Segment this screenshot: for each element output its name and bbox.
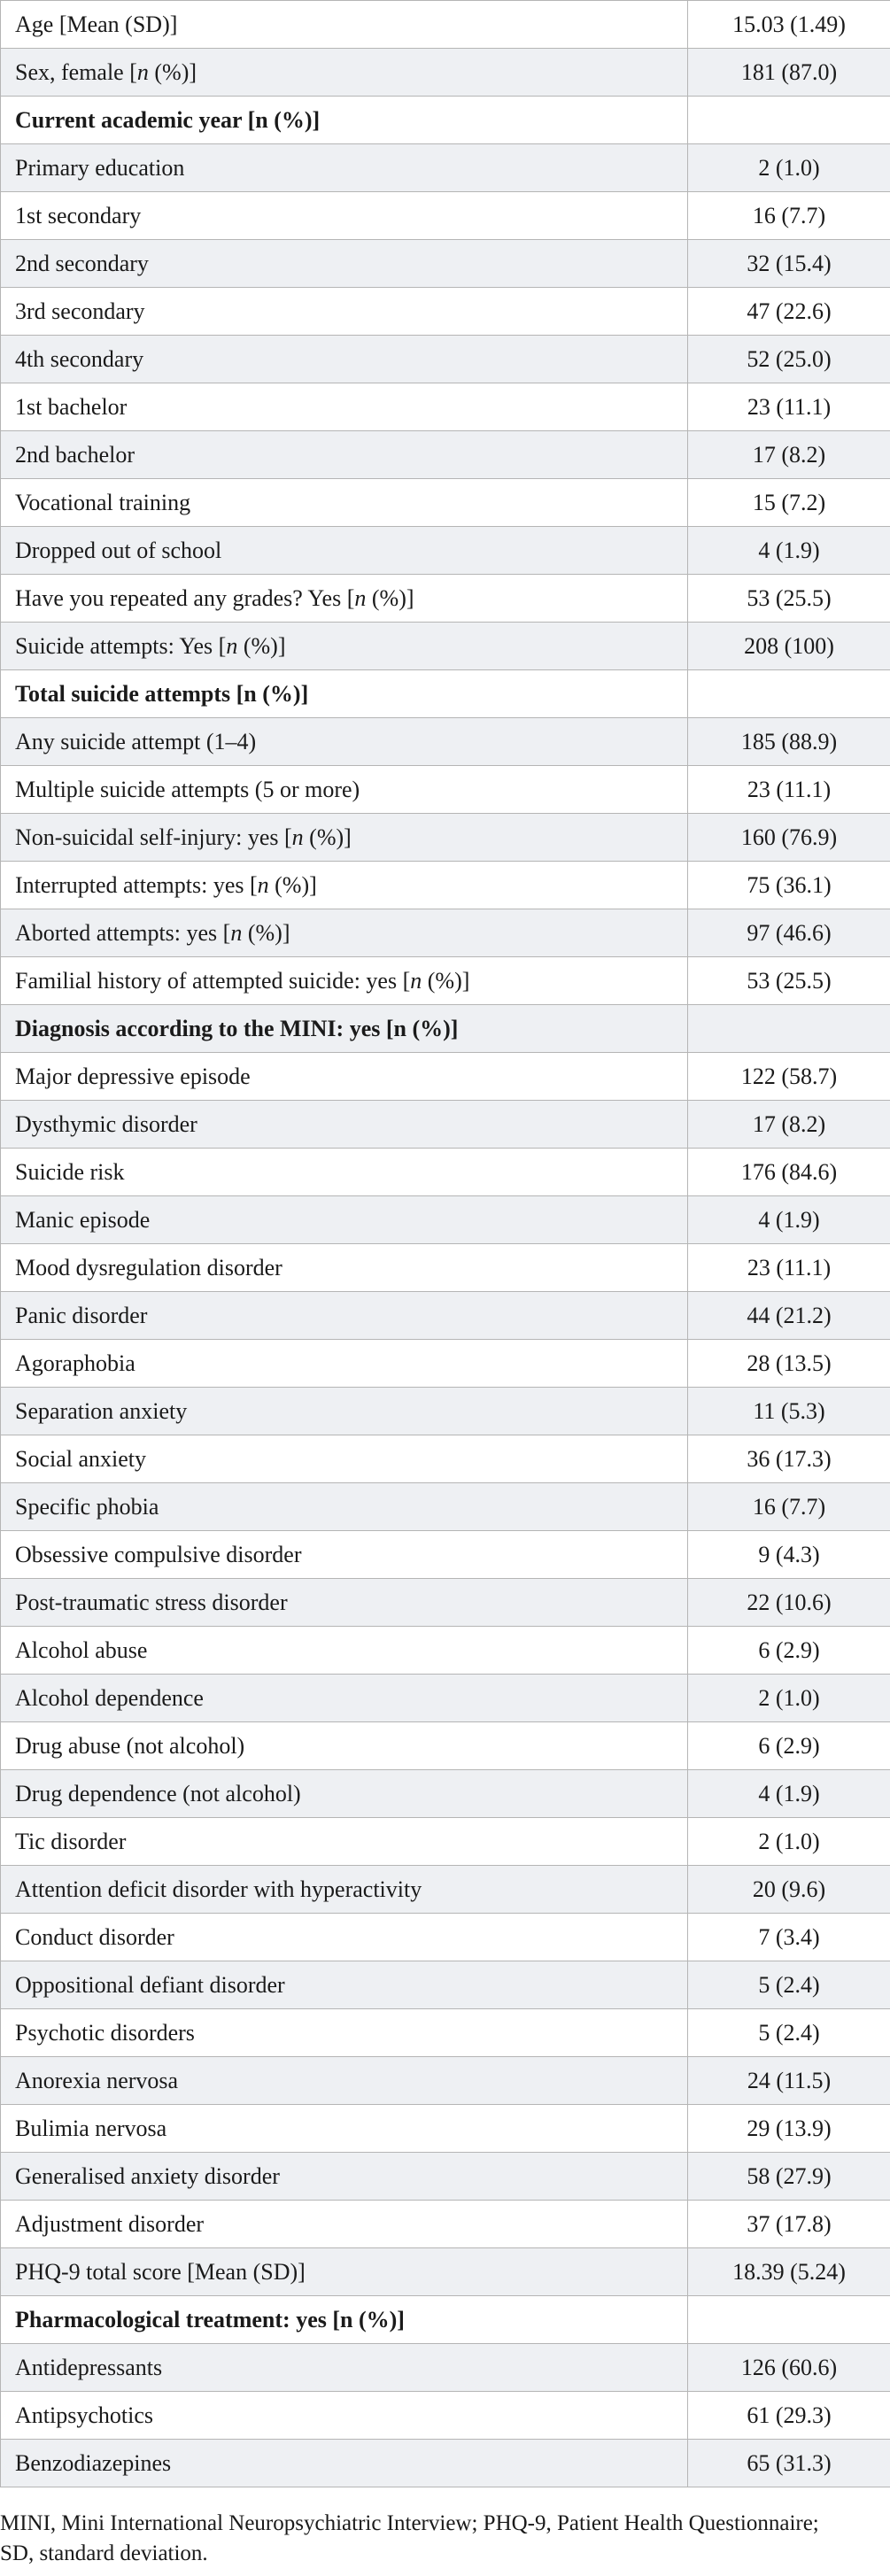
table-row <box>1 1149 890 1196</box>
row-label-cell: Post-traumatic stress disorder <box>1 1579 688 1627</box>
row-label-cell: Sex, female [n (%)] <box>1 49 688 97</box>
row-label-cell: Alcohol dependence <box>1 1675 688 1722</box>
row-label-cell: Suicide attempts: Yes [n (%)] <box>1 623 688 670</box>
row-label-cell: Panic disorder <box>1 1292 688 1340</box>
row-value-cell <box>688 670 890 718</box>
table-row <box>1 49 890 97</box>
row-label-cell: Drug dependence (not alcohol) <box>1 1770 688 1818</box>
row-value-cell: 37 (17.8) <box>688 2201 890 2248</box>
row-label-cell: Non-suicidal self-injury: yes [n (%)] <box>1 814 688 862</box>
row-value-cell: 65 (31.3) <box>688 2440 890 2487</box>
row-label-cell: Agoraphobia <box>1 1340 688 1388</box>
row-value-cell: 32 (15.4) <box>688 240 890 288</box>
section-heading-cell: Current academic year [n (%)] <box>1 97 688 144</box>
row-label-cell: Suicide risk <box>1 1149 688 1196</box>
row-value-cell: 18.39 (5.24) <box>688 2248 890 2296</box>
row-value-cell: 7 (3.4) <box>688 1914 890 1961</box>
row-value-cell: 5 (2.4) <box>688 2009 890 2057</box>
row-label-cell: Tic disorder <box>1 1818 688 1866</box>
table-row <box>1 1818 890 1866</box>
table-row <box>1 623 890 670</box>
table-row <box>1 1866 890 1914</box>
table-row <box>1 1292 890 1340</box>
row-value-cell: 2 (1.0) <box>688 1818 890 1866</box>
row-value-cell: 2 (1.0) <box>688 144 890 192</box>
table-footnote: MINI, Mini International Neuropsychiatric Interview; PHQ-9, Patient Health Questionnaire; SD, standard deviation. <box>0 2511 819 2565</box>
row-value-cell: 23 (11.1) <box>688 383 890 431</box>
table-row <box>1 144 890 192</box>
table-row <box>1 1244 890 1292</box>
row-value-cell: 9 (4.3) <box>688 1531 890 1579</box>
section-heading-cell: Total suicide attempts [n (%)] <box>1 670 688 718</box>
row-value-cell: 208 (100) <box>688 623 890 670</box>
row-label-cell: Dysthymic disorder <box>1 1101 688 1149</box>
table-row <box>1 1388 890 1435</box>
row-label-cell: 4th secondary <box>1 336 688 383</box>
table-row <box>1 1675 890 1722</box>
row-value-cell: 61 (29.3) <box>688 2392 890 2440</box>
table-row <box>1 288 890 336</box>
row-value-cell: 15 (7.2) <box>688 479 890 527</box>
row-label-cell: Any suicide attempt (1–4) <box>1 718 688 766</box>
row-label-cell: Adjustment disorder <box>1 2201 688 2248</box>
table-row <box>1 1770 890 1818</box>
table-row <box>1 2201 890 2248</box>
table-section-row <box>1 670 890 718</box>
row-label-cell: Mood dysregulation disorder <box>1 1244 688 1292</box>
table-row <box>1 1340 890 1388</box>
row-label-cell: Drug abuse (not alcohol) <box>1 1722 688 1770</box>
row-label-cell: Social anxiety <box>1 1435 688 1483</box>
row-label-cell: Age [Mean (SD)] <box>1 1 688 49</box>
table-row <box>1 1531 890 1579</box>
row-label-cell: Primary education <box>1 144 688 192</box>
row-value-cell: 28 (13.5) <box>688 1340 890 1388</box>
n-symbol: n <box>257 871 269 898</box>
row-label-cell: Benzodiazepines <box>1 2440 688 2487</box>
row-value-cell: 29 (13.9) <box>688 2105 890 2153</box>
row-label-cell: Interrupted attempts: yes [n (%)] <box>1 862 688 909</box>
row-label-cell: Generalised anxiety disorder <box>1 2153 688 2201</box>
row-value-cell: 160 (76.9) <box>688 814 890 862</box>
row-value-cell: 126 (60.6) <box>688 2344 890 2392</box>
row-value-cell: 58 (27.9) <box>688 2153 890 2201</box>
table-section-row <box>1 2296 890 2344</box>
row-value-cell: 53 (25.5) <box>688 957 890 1005</box>
table-row <box>1 2248 890 2296</box>
table-row <box>1 1 890 49</box>
row-label-cell: Alcohol abuse <box>1 1627 688 1675</box>
row-label-cell: 2nd secondary <box>1 240 688 288</box>
table-row <box>1 479 890 527</box>
row-label-cell: Anorexia nervosa <box>1 2057 688 2105</box>
table-row <box>1 527 890 575</box>
table-row <box>1 766 890 814</box>
row-label-cell: Multiple suicide attempts (5 or more) <box>1 766 688 814</box>
row-value-cell: 36 (17.3) <box>688 1435 890 1483</box>
row-value-cell: 11 (5.3) <box>688 1388 890 1435</box>
table-row <box>1 862 890 909</box>
table-row <box>1 909 890 957</box>
row-label-cell: Psychotic disorders <box>1 2009 688 2057</box>
row-value-cell: 16 (7.7) <box>688 192 890 240</box>
row-value-cell: 122 (58.7) <box>688 1053 890 1101</box>
row-label-cell: Antipsychotics <box>1 2392 688 2440</box>
row-label-cell: 1st secondary <box>1 192 688 240</box>
row-value-cell: 53 (25.5) <box>688 575 890 623</box>
row-value-cell: 17 (8.2) <box>688 1101 890 1149</box>
table-row <box>1 1053 890 1101</box>
row-value-cell <box>688 97 890 144</box>
row-label-cell: PHQ-9 total score [Mean (SD)] <box>1 2248 688 2296</box>
table-row <box>1 575 890 623</box>
table-body <box>1 1 890 2487</box>
row-value-cell: 44 (21.2) <box>688 1292 890 1340</box>
row-label-cell: Vocational training <box>1 479 688 527</box>
table-row <box>1 1579 890 1627</box>
row-label-cell: Specific phobia <box>1 1483 688 1531</box>
n-symbol: n <box>354 584 367 611</box>
table-row <box>1 1435 890 1483</box>
row-value-cell: 22 (10.6) <box>688 1579 890 1627</box>
table-row <box>1 431 890 479</box>
n-symbol: n <box>410 967 422 994</box>
table-row <box>1 2440 890 2487</box>
section-heading-cell: Diagnosis according to the MINI: yes [n (%)] <box>1 1005 688 1053</box>
table-row <box>1 1101 890 1149</box>
table-section-row <box>1 97 890 144</box>
table-row <box>1 957 890 1005</box>
row-label-cell: Have you repeated any grades? Yes [n (%)] <box>1 575 688 623</box>
row-label-cell: Obsessive compulsive disorder <box>1 1531 688 1579</box>
table-row <box>1 2344 890 2392</box>
section-heading-cell: Pharmacological treatment: yes [n (%)] <box>1 2296 688 2344</box>
row-label-cell: Aborted attempts: yes [n (%)] <box>1 909 688 957</box>
row-label-cell: 2nd bachelor <box>1 431 688 479</box>
table-row <box>1 2153 890 2201</box>
row-label-cell: Attention deficit disorder with hyperactivity <box>1 1866 688 1914</box>
table-row <box>1 336 890 383</box>
row-label-cell: Familial history of attempted suicide: yes [n (%)] <box>1 957 688 1005</box>
row-value-cell: 4 (1.9) <box>688 1196 890 1244</box>
table-row <box>1 1196 890 1244</box>
row-value-cell: 176 (84.6) <box>688 1149 890 1196</box>
table-row <box>1 1722 890 1770</box>
row-value-cell: 47 (22.6) <box>688 288 890 336</box>
row-value-cell: 75 (36.1) <box>688 862 890 909</box>
n-symbol: n <box>230 919 243 946</box>
row-value-cell: 23 (11.1) <box>688 1244 890 1292</box>
row-label-cell: Oppositional defiant disorder <box>1 1961 688 2009</box>
row-value-cell: 2 (1.0) <box>688 1675 890 1722</box>
row-value-cell: 181 (87.0) <box>688 49 890 97</box>
row-value-cell: 17 (8.2) <box>688 431 890 479</box>
table-row <box>1 2105 890 2153</box>
table-row <box>1 2009 890 2057</box>
row-label-cell: Separation anxiety <box>1 1388 688 1435</box>
n-symbol: n <box>136 58 149 85</box>
table-row <box>1 1627 890 1675</box>
row-value-cell <box>688 2296 890 2344</box>
table-row <box>1 2057 890 2105</box>
table-section-row <box>1 1005 890 1053</box>
n-symbol: n <box>226 632 238 659</box>
row-label-cell: Major depressive episode <box>1 1053 688 1101</box>
row-label-cell: 3rd secondary <box>1 288 688 336</box>
table-row <box>1 1961 890 2009</box>
table-row <box>1 240 890 288</box>
row-value-cell: 20 (9.6) <box>688 1866 890 1914</box>
row-label-cell: 1st bachelor <box>1 383 688 431</box>
n-symbol: n <box>291 824 304 850</box>
row-value-cell: 4 (1.9) <box>688 527 890 575</box>
row-label-cell: Antidepressants <box>1 2344 688 2392</box>
row-label-cell: Dropped out of school <box>1 527 688 575</box>
row-value-cell <box>688 1005 890 1053</box>
row-value-cell: 6 (2.9) <box>688 1722 890 1770</box>
row-label-cell: Manic episode <box>1 1196 688 1244</box>
row-value-cell: 24 (11.5) <box>688 2057 890 2105</box>
row-value-cell: 97 (46.6) <box>688 909 890 957</box>
row-value-cell: 5 (2.4) <box>688 1961 890 2009</box>
row-label-cell: Bulimia nervosa <box>1 2105 688 2153</box>
row-value-cell: 185 (88.9) <box>688 718 890 766</box>
table-row <box>1 814 890 862</box>
row-value-cell: 15.03 (1.49) <box>688 1 890 49</box>
table-row <box>1 1483 890 1531</box>
row-value-cell: 16 (7.7) <box>688 1483 890 1531</box>
row-value-cell: 52 (25.0) <box>688 336 890 383</box>
row-value-cell: 23 (11.1) <box>688 766 890 814</box>
table-row <box>1 1914 890 1961</box>
table-row <box>1 718 890 766</box>
table-row <box>1 2392 890 2440</box>
row-label-cell: Conduct disorder <box>1 1914 688 1961</box>
row-value-cell: 6 (2.9) <box>688 1627 890 1675</box>
table-row <box>1 383 890 431</box>
row-value-cell: 4 (1.9) <box>688 1770 890 1818</box>
table-row <box>1 192 890 240</box>
